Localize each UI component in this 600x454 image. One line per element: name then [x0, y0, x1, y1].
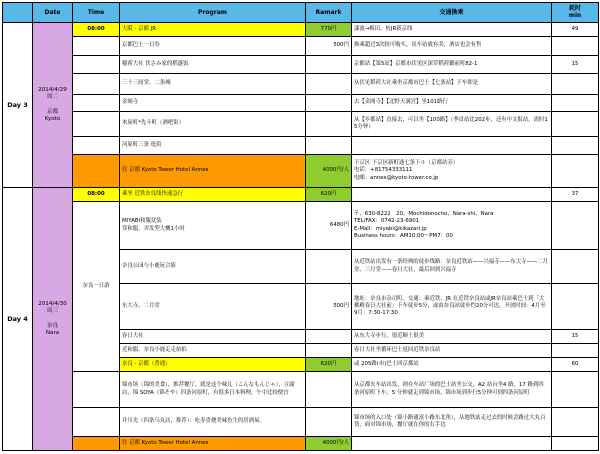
- remark-cell: 620円: [306, 358, 352, 372]
- program-cell: 奈良 - 京都（普通）: [120, 358, 306, 372]
- program-cell: 东大寺、二月堂: [120, 284, 306, 330]
- day-label: Day 4: [3, 188, 33, 451]
- activity-cell: 奈良一日游: [73, 202, 120, 372]
- traffic-cell: 从【乡都站】直接去，可以坐【100路】（季首站比202步，还有中文报站，需时15分钟）: [352, 112, 552, 137]
- table-row: [3, 188, 599, 202]
- traffic-cell: [352, 137, 552, 155]
- header-row: [3, 3, 599, 23]
- remark-cell: 4000円/人: [306, 155, 352, 188]
- remark-cell: 6480円: [306, 202, 352, 250]
- minutes-cell: [552, 284, 599, 330]
- date-line: 2014/4/30: [38, 300, 67, 307]
- table-row: [3, 23, 599, 37]
- traffic-cell: 锦市场的入口处（锦小路通富小路东北角），从地铁站走过去的时候会路过大丸百货，面对锦市场，餐厅就在你的右手边: [352, 408, 552, 437]
- header-time: Time: [73, 3, 120, 23]
- remark-cell: 770円: [306, 23, 352, 37]
- header-date: Date: [33, 3, 73, 23]
- table-row: [3, 37, 599, 56]
- remark-cell: [306, 408, 352, 437]
- time-cell: 08:00: [73, 188, 120, 202]
- program-cell: 木屋町*先斗町（酒吧街）: [120, 112, 306, 137]
- time-cell: [73, 155, 120, 188]
- date-line: Kyoto: [44, 115, 61, 122]
- program-cell: MIYABI和服変装 穿和服、弄发型大概1小时: [120, 202, 306, 250]
- traffic-cell: 从东大寺步行，很近顺上很美: [352, 330, 552, 344]
- date-line: [35, 315, 70, 322]
- traffic-cell: 从近铁站出发有一条经典的徒步线路：奈良近铁站——兴福寺——东大寺——二月堂、三月堂——春日大社，最后回到兴福寺: [352, 250, 552, 284]
- table-row: [3, 202, 599, 250]
- minutes-cell: [552, 437, 599, 451]
- itinerary-table: [2, 2, 599, 451]
- date-line: 京都: [46, 108, 59, 115]
- program-cell: 锦市场（锦的美食），推荐餐厅，就是这个味儿（こんなもんじゃ），豆腐店，锦 SOYA（锦そや）四条河原町，有很多日本料理，午中比较便宜: [120, 372, 306, 408]
- traffic-cell: 换乘超过3次较可购买，出车站就有卖，酒店也会有售: [352, 37, 552, 56]
- time-cell: [73, 437, 120, 451]
- traffic-cell: 或 205路(市)巴士回京都站: [352, 358, 552, 372]
- remark-cell: [306, 372, 352, 408]
- program-cell: 住 京都 Kyoto Tower Hotel Annex: [120, 437, 306, 451]
- remark-cell: [306, 137, 352, 155]
- date-cell: [33, 23, 73, 188]
- date-cell: [33, 188, 73, 451]
- remark-cell: [306, 330, 352, 344]
- date-line: Nara: [45, 329, 60, 336]
- remark-cell: [306, 250, 352, 284]
- time-cell: [73, 95, 120, 112]
- minutes-cell: 15: [552, 330, 599, 344]
- date-line: 周三: [46, 308, 59, 315]
- remark-cell: [306, 112, 352, 137]
- remark-cell: [306, 74, 352, 95]
- program-cell: 春日大社: [120, 330, 306, 344]
- traffic-cell: 春日大社坐循环巴士返回近铁奈良站: [352, 344, 552, 358]
- time-cell: [73, 112, 120, 137]
- minutes-cell: 15: [552, 56, 599, 74]
- date-line: 2014/4/29: [38, 86, 67, 93]
- traffic-cell: 从京都火车站出发，则在车站广场的巴士站坐公交，A2 站台坐4 路，17 路到四条河原町下车，5 分钟就走到锦市场。锦市场到步行5分钟可到四条河原町: [352, 372, 552, 408]
- header-program: Program: [120, 3, 306, 23]
- table-row: [3, 112, 599, 137]
- table-row: [3, 155, 599, 188]
- remark-cell: 4000円/人: [306, 437, 352, 451]
- minutes-cell: 37: [552, 188, 599, 202]
- time-cell: [73, 137, 120, 155]
- header-traffic: 交通換乘: [352, 3, 552, 23]
- remark-cell: 500円: [306, 284, 352, 330]
- table-row: [3, 408, 599, 437]
- minutes-cell: [552, 202, 599, 250]
- minutes-cell: [552, 250, 599, 284]
- time-cell: [73, 74, 120, 95]
- minutes-cell: [552, 372, 599, 408]
- program-cell: 稲荷大社 伏さみ家的稻盛饭: [120, 56, 306, 74]
- program-cell: 三十三间堂、二条城: [120, 74, 306, 95]
- table-row: [3, 372, 599, 408]
- traffic-cell: [352, 437, 552, 451]
- minutes-cell: 60: [552, 358, 599, 372]
- program-cell: 住 京都 Kyoto Tower Hotel Annex: [120, 155, 306, 188]
- table-row: [3, 437, 599, 451]
- time-cell: [73, 372, 120, 408]
- minutes-cell: [552, 155, 599, 188]
- minutes-cell: [552, 344, 599, 358]
- traffic-cell: 地址：奈良市杂司町。交通：乘近铁、JR 在近铁奈良站或JR奈良站乘巴士到「大佛殿春日大社前」下车徒步5分，或由奈良站徒步约20分可达。开放时间：4月至9月：7:30-17:30: [352, 284, 552, 330]
- program-cell: 大阪 - 京都 JR: [120, 23, 306, 37]
- minutes-cell: [552, 137, 599, 155]
- day-label: Day 3: [3, 23, 33, 188]
- program-cell: 近和服、奈良小鹿走走拍拍: [120, 344, 306, 358]
- traffic-cell: 从伏见稻荷大社乘坐京都市巴士【七条站】下车即是: [352, 74, 552, 95]
- remark-cell: [306, 95, 352, 112]
- program-cell: 京都巴士一日券: [120, 37, 306, 56]
- traffic-cell: 去【金阁寺】【北野天满宫】坐101路行: [352, 95, 552, 112]
- program-cell: 奈良公园与小鹿玩合影: [120, 250, 306, 284]
- remark-cell: [306, 56, 352, 74]
- traffic-cell: 〒、630-8222 20、Mochidonocho、Nara-shi、Nara TEL/FAX：0742-23-6901 E-Mail：miyabi@kikazari.jp Business hours：AM10:00～PM7：00: [352, 202, 552, 250]
- traffic-cell: 漆波→梅田，转JR新京线: [352, 23, 552, 37]
- minutes-cell: [552, 37, 599, 56]
- date-line: 周二: [46, 94, 59, 101]
- minutes-cell: [552, 95, 599, 112]
- traffic-cell: [352, 188, 552, 202]
- time-cell: 08:00: [73, 23, 120, 37]
- table-row: [3, 95, 599, 112]
- program-cell: 河原町三条 逛街: [120, 137, 306, 155]
- header-remark: Ramark: [306, 3, 352, 23]
- time-cell: [73, 56, 120, 74]
- table-row: [3, 56, 599, 74]
- minutes-cell: [552, 408, 599, 437]
- program-cell: 井川光（四条乌丸店，推荐）：吃寿喜烧美味鱼生的居酒屋。: [120, 408, 306, 437]
- header-day: [3, 3, 33, 23]
- remark-cell: 500円: [306, 37, 352, 56]
- remark-cell: 620円: [306, 188, 352, 202]
- minutes-cell: 49: [552, 23, 599, 37]
- date-line: 奈良: [46, 322, 59, 329]
- header-minutes: 耗时 min: [552, 3, 599, 23]
- traffic-cell: 下京区 下京区新町通七条下ル（京都站旁） 电话：+81754333111 电邮：annex@kyoto-tower.co.jp: [352, 155, 552, 188]
- program-cell: 金阁寺: [120, 95, 306, 112]
- time-cell: [73, 408, 120, 437]
- program-cell: 乘坐 近铁奈良线快速急行: [120, 188, 306, 202]
- minutes-cell: [552, 112, 599, 137]
- date-line: [35, 101, 70, 108]
- remark-cell: [306, 344, 352, 358]
- time-cell: [73, 37, 120, 56]
- table-row: [3, 74, 599, 95]
- table-row: [3, 137, 599, 155]
- traffic-cell: 京都站【第5站】京都市伏见区深草稻荷御前町82-1: [352, 56, 552, 74]
- minutes-cell: [552, 74, 599, 95]
